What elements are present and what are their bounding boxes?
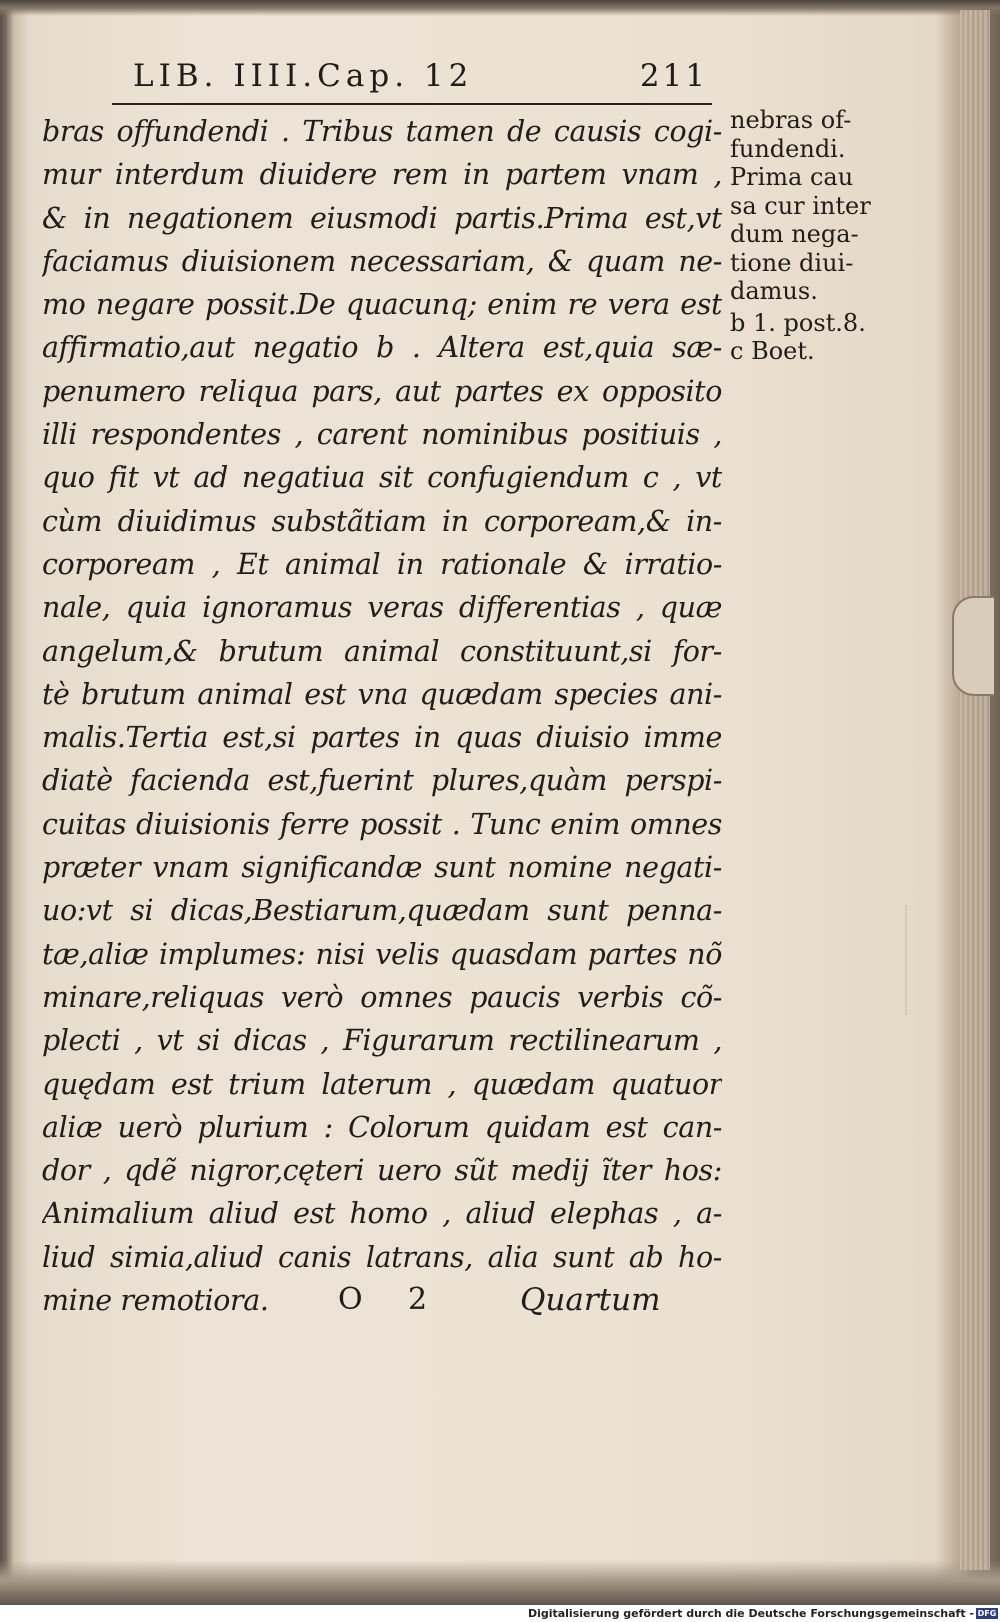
- text-line: & in negationem eiusmodi partis.Prima est,vt: [42, 201, 722, 235]
- text-line: Animalium aliud est homo , aliud elephas , a-: [42, 1197, 722, 1231]
- text-line: penumero reliqua pars, aut partes ex opposito: [42, 374, 722, 408]
- catchword: Quartum: [520, 1282, 661, 1318]
- margin-reference: b 1. post.8.: [730, 308, 866, 337]
- text-line: nale, quia ignoramus veras differentias , quæ: [42, 591, 722, 625]
- page-bottom-edge: [0, 1560, 1000, 1605]
- text-line: illi respondentes , carent nominibus positiuis ,: [42, 418, 722, 452]
- text-line: cùm diuidimus substãtiam in corpoream,& in-: [42, 504, 722, 538]
- page-top-edge: [0, 0, 1000, 16]
- text-line: faciamus diuisionem necessariam, & quam ne-: [42, 244, 722, 278]
- dfg-logo: DFG: [977, 1609, 997, 1618]
- text-line: dor , qdẽ nigror,cęteri uero sũt medij ĩter hos:: [42, 1154, 722, 1188]
- page-number: 211: [639, 58, 708, 94]
- book-fore-edge: [960, 10, 990, 1570]
- text-line: liud simia,aliud canis latrans, alia sunt ab ho-: [42, 1240, 722, 1274]
- text-line: mur interdum diuidere rem in partem vnam ,: [42, 158, 722, 192]
- text-line: bras offundendi . Tribus tamen de causis cogi-: [42, 115, 722, 148]
- running-head-title: LIB. IIII.Cap. 12: [133, 58, 474, 94]
- bleed-through-mark: [905, 905, 947, 1015]
- digitization-footer: [0, 1605, 1000, 1622]
- margin-note-line: fundendi.: [730, 134, 846, 163]
- text-line: corpoream , Et animal in rationale & irratio-: [42, 547, 722, 581]
- text-line: angelum,& brutum animal constituunt,si for-: [42, 634, 722, 668]
- footer-credit: Digitalisierung gefördert durch die Deutsche Forschungsgemeinschaft -: [527, 1607, 974, 1620]
- text-line: mo negare possit.De quacunq; enim re vera est: [42, 288, 722, 322]
- text-line: uo:vt si dicas,Bestiarum,quædam sunt penna-: [42, 894, 722, 928]
- text-line: quo fit vt ad negatiua sit confugiendum c , vt: [42, 461, 722, 495]
- text-line: tè brutum animal est vna quædam species ani-: [42, 677, 722, 711]
- header-rule: [112, 103, 712, 105]
- text-line: minare,reliquas verò omnes paucis verbis cõ-: [42, 980, 722, 1014]
- text-line: tæ,aliæ implumes: nisi velis quasdam partes nõ: [42, 937, 722, 971]
- margin-reference: c Boet.: [730, 337, 815, 365]
- margin-note-line: sa cur inter: [730, 191, 871, 220]
- text-line: præter vnam significandæ sunt nomine negati-: [42, 851, 722, 885]
- text-line: diatè facienda est,fuerint plures,quàm perspi-: [42, 764, 722, 798]
- margin-note-line: nebras of-: [730, 106, 852, 134]
- running-head: [133, 58, 708, 102]
- text-line: affirmatio,aut negatio b . Altera est,quia sæ-: [42, 331, 722, 365]
- text-line: plecti , vt si dicas , Figurarum rectilinearum ,: [42, 1024, 722, 1058]
- text-line: cuitas diuisionis ferre possit . Tunc enim omnes: [42, 807, 722, 841]
- margin-note-line: tione diui-: [730, 248, 854, 277]
- margin-note-line: dum nega-: [730, 220, 859, 248]
- text-line: malis.Tertia est,si partes in quas diuisio imme: [42, 721, 722, 755]
- main-text-block: [42, 110, 722, 1322]
- margin-notes: [730, 106, 880, 366]
- book-clasp-tab: [952, 596, 994, 696]
- signature-mark-letter: O: [338, 1282, 363, 1317]
- text-line: aliæ uerò plurium : Colorum quidam est can-: [42, 1110, 722, 1144]
- text-line: quędam est trium laterum , quædam quatuor: [42, 1067, 722, 1101]
- text-line: mine remotiora.: [42, 1284, 269, 1318]
- margin-note-line: damus.: [730, 277, 818, 305]
- margin-note-line: Prima cau: [730, 163, 854, 191]
- signature-mark-number: 2: [408, 1282, 428, 1317]
